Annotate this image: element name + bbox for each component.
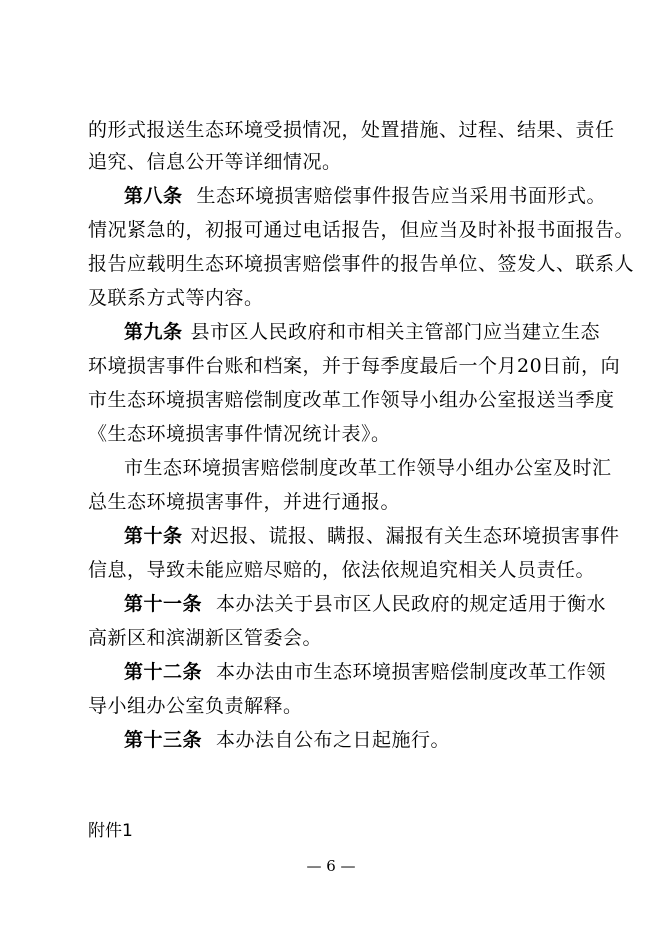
article-9-heading: 第九条 [124, 321, 183, 343]
body-line: 《生态环境损害事件情况统计表》。 [88, 423, 391, 445]
article-11-first-line [124, 592, 606, 616]
body-line: 及联系方式等内容。 [88, 287, 264, 309]
paragraph-first-line: 市生态环境损害赔偿制度改革工作领导小组办公室及时汇 [124, 457, 612, 479]
article-12-text: 本办法由市生态环境损害赔偿制度改革工作领 [216, 661, 607, 683]
article-10-heading: 第十条 [124, 525, 183, 547]
article-8-first-line [124, 184, 606, 208]
article-12-heading: 第十二条 [124, 661, 203, 683]
article-9-first-line [124, 320, 600, 344]
article-9-text: 县市区人民政府和市相关主管部门应当建立生态 [190, 321, 601, 343]
body-line: 信息，导致未能应赔尽赔的，依法依规追究相关人员责任。 [88, 559, 596, 581]
article-10-text: 对迟报、谎报、瞒报、漏报有关生态环境损害事件 [190, 525, 620, 547]
article-13-text: 本办法自公布之日起施行。 [216, 729, 451, 751]
body-line: 追究、信息公开等详细情况。 [88, 151, 342, 173]
article-8-heading: 第八条 [124, 185, 183, 207]
article-10-first-line [124, 524, 620, 548]
article-13-first-line [124, 728, 450, 752]
article-8-text: 生态环境损害赔偿事件报告应当采用书面形式。 [196, 185, 607, 207]
body-line: 市生态环境损害赔偿制度改革工作领导小组办公室报送当季度 [88, 389, 615, 411]
page-number: — 6 — [306, 857, 356, 875]
body-line: 导小组办公室负责解释。 [88, 695, 303, 717]
body-line: 高新区和滨湖新区管委会。 [88, 627, 323, 649]
article-11-heading: 第十一条 [124, 593, 203, 615]
article-13-heading: 第十三条 [124, 729, 203, 751]
article-12-first-line [124, 660, 606, 684]
body-line: 总生态环境损害事件，并进行通报。 [88, 491, 401, 513]
body-line: 环境损害事件台账和档案，并于每季度最后一个月20日前，向 [88, 355, 621, 377]
attachment-label: 附件1 [88, 821, 133, 841]
body-line: 的形式报送生态环境受损情况，处置措施、过程、结果、责任 [88, 119, 615, 141]
body-line: 情况紧急的，初报可通过电话报告，但应当及时补报书面报告。 [88, 219, 635, 241]
body-line: 报告应载明生态环境损害赔偿事件的报告单位、签发人、联系人 [88, 253, 635, 275]
article-11-text: 本办法关于县市区人民政府的规定适用于衡水 [216, 593, 607, 615]
